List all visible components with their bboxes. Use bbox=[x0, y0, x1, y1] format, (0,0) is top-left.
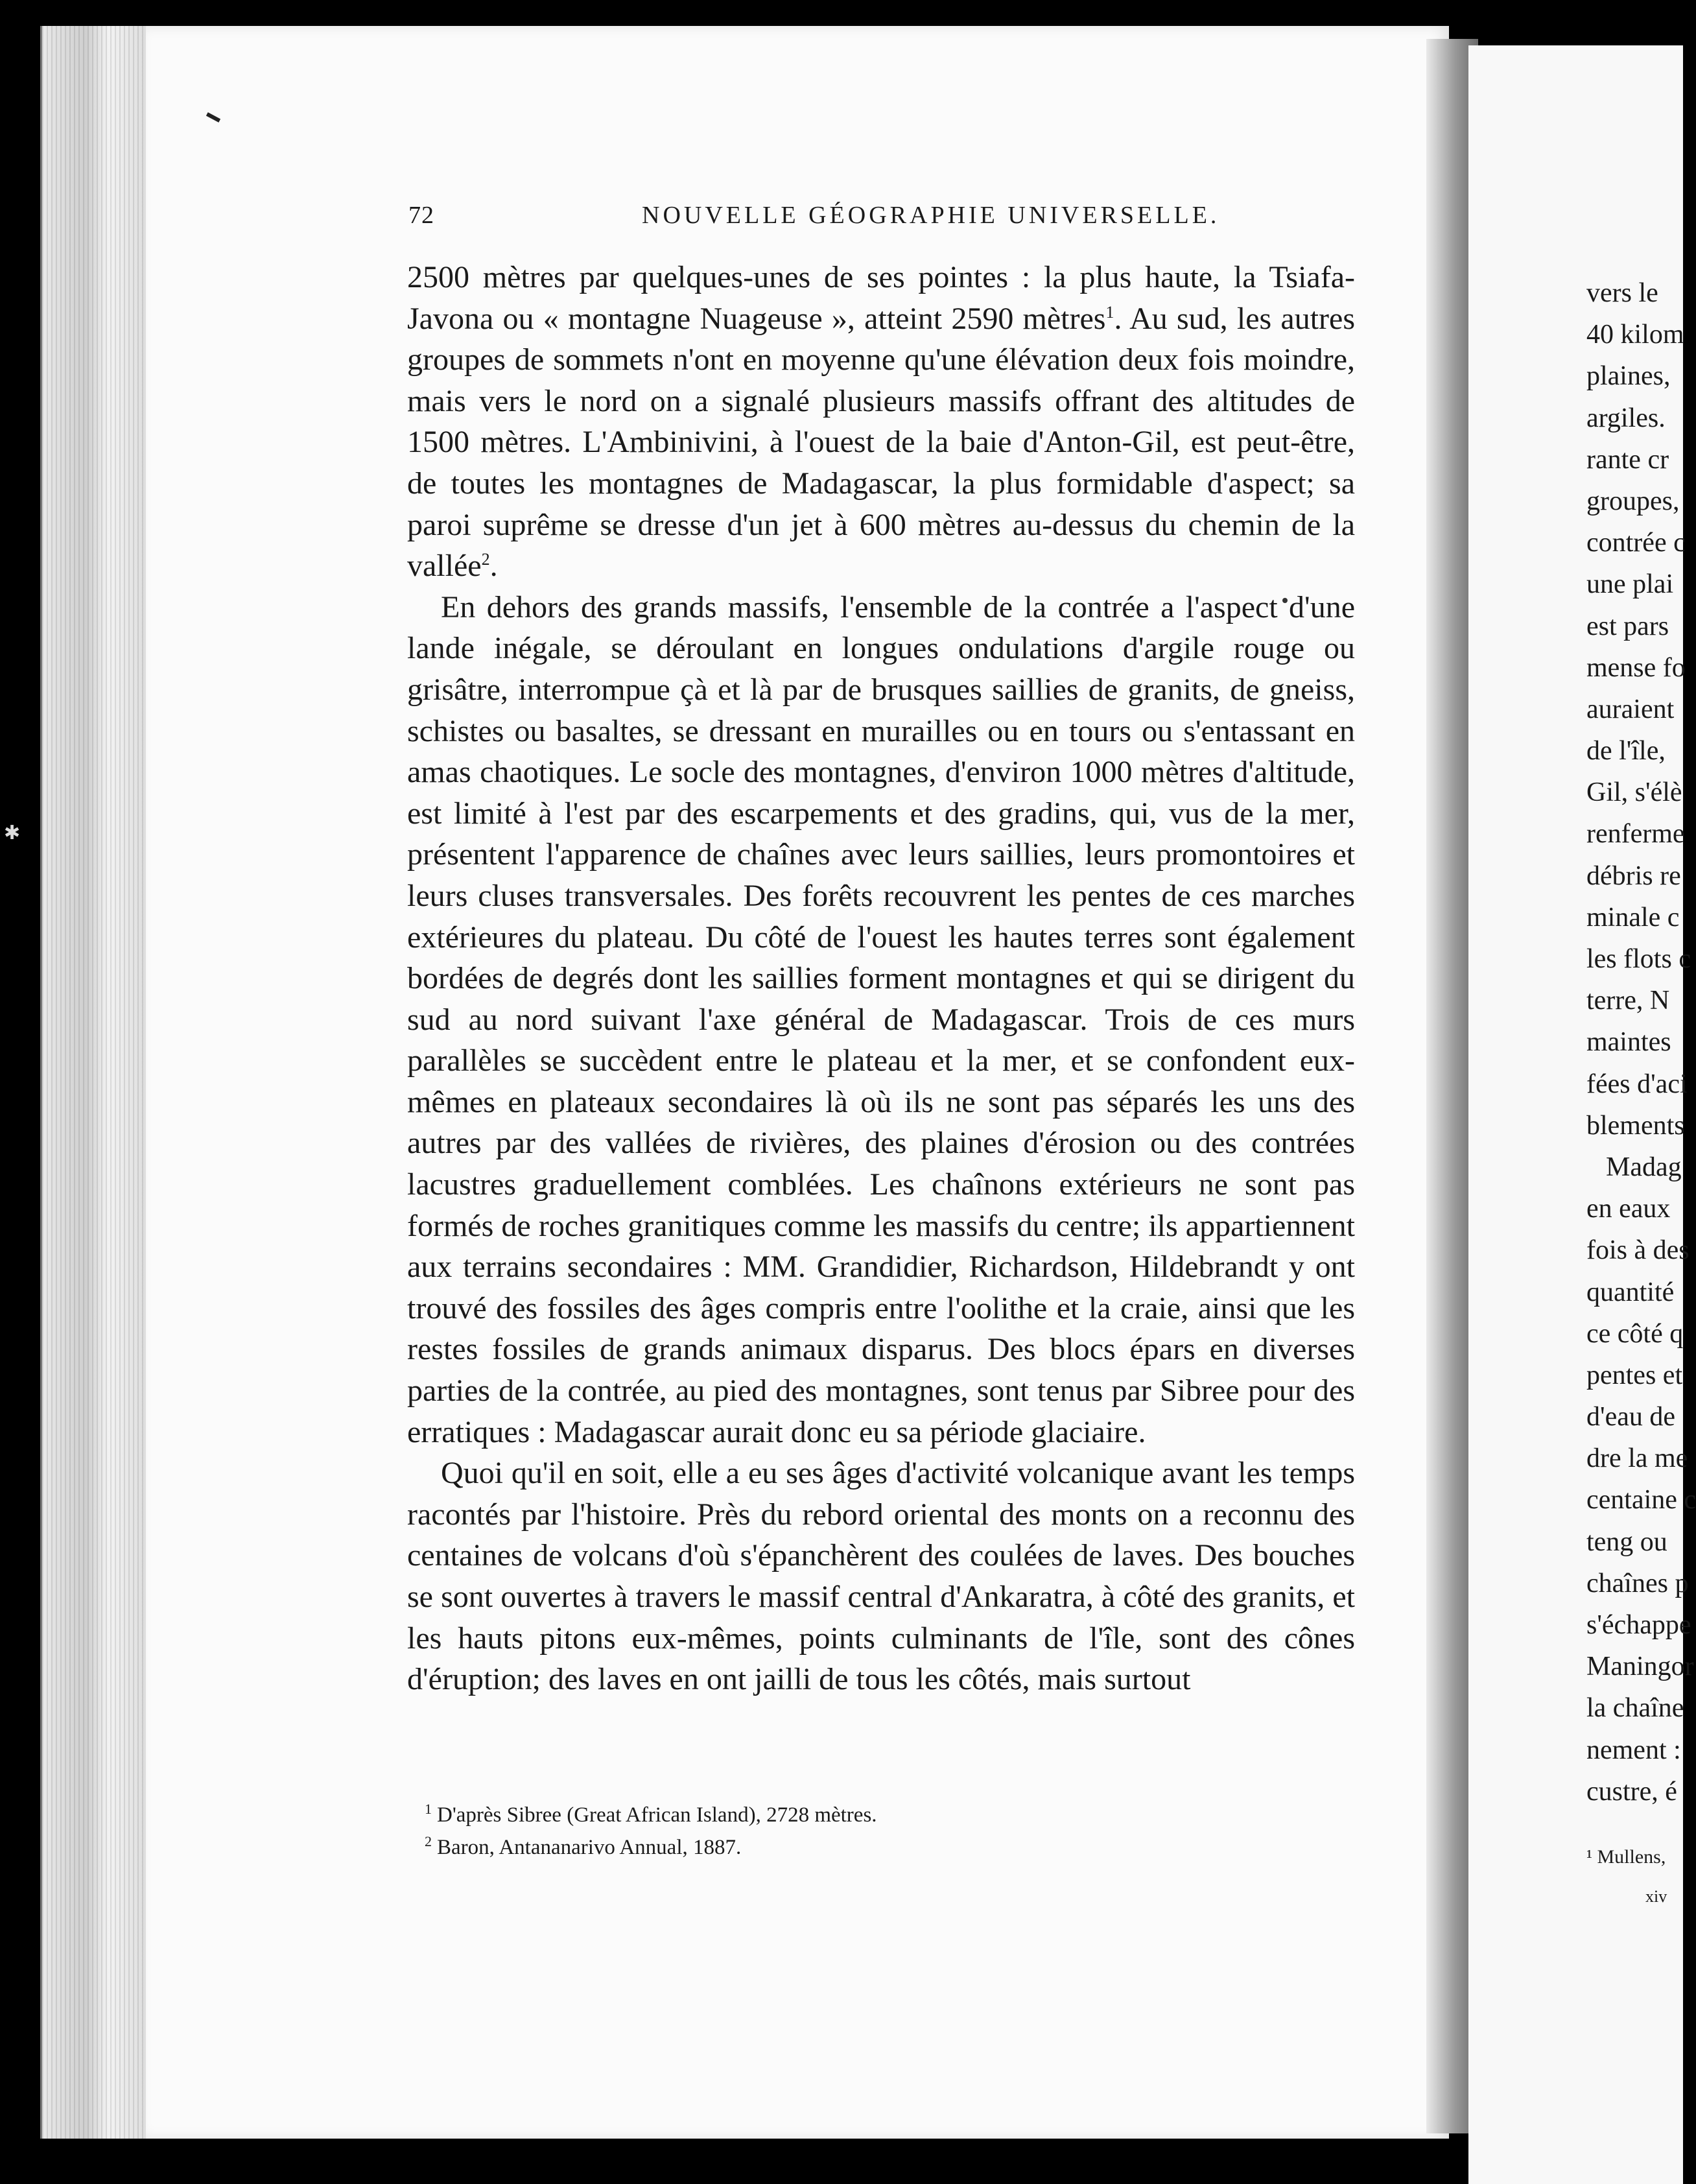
footnote-text: Baron, Antananarivo Annual, 1887. bbox=[437, 1836, 742, 1859]
page-number: 72 bbox=[408, 202, 434, 229]
footnote-ref-2[interactable]: 2 bbox=[481, 550, 490, 569]
main-body-text bbox=[407, 257, 1355, 1700]
right-page-line: pentes et bbox=[1586, 1360, 1683, 1390]
footnote-text: D'après Sibree (Great African Island), 2728 mètres. bbox=[437, 1803, 877, 1827]
right-page-line: nement : bbox=[1586, 1735, 1681, 1765]
right-page-line: auraient bbox=[1586, 694, 1675, 724]
right-page-line: mense fo bbox=[1586, 652, 1686, 683]
right-page-line: minale c bbox=[1586, 902, 1680, 932]
paragraph-2: En dehors des grands massifs, l'ensemble de la contrée a l'aspect d'une lande inégale, se déroulant en longues ondulations d'argile rouge ou grisâtre, interrompue çà et là par de brusques saillies de granits, de gneiss, schistes ou basaltes, se dressant en murailles ou en tours ou s'entassant en amas chaotiques. Le socle des montagnes, d'environ 1000 mètres d'altitude, est limité à l'est par des escarpements et des gradins, qui, vus de la mer, présentent l'apparence de chaînes avec leurs saillies, leurs promontoires et leurs cluses transversales. Des forêts recouvrent les pentes de ces marches extérieures du plateau. Du côté de l'ouest les hautes terres sont également bordées de degrés dont les saillies forment montagnes et qui se dirigent du sud au nord suivant l'axe général de Madagascar. Trois de ces murs parallèles se succèdent entre le plateau et la mer, et se confondent eux-mêmes en plateaux secondaires là où ils ne sont pas séparés les uns des autres par des vallées de rivières, des plaines d'érosion ou des contrées lacustres graduellement comblées. Les chaînons extérieurs ne sont pas formés de roches granitiques comme les massifs du centre; ils appartiennent aux terrains secondaires : MM. Grandidier, Richardson, Hildebrandt y ont trouvé des fossiles des âges compris entre l'oolithe et la craie, ainsi que les restes fossiles de grands animaux disparus. Des blocs épars en diverses parties de la contrée, au pied des montagnes, sont tenus par Sibree pour des erratiques : Madagascar aurait donc eu sa période glaciaire. bbox=[407, 589, 1355, 1449]
right-page-line: est pars bbox=[1586, 611, 1669, 641]
right-page-signature: xiv bbox=[1645, 1887, 1667, 1906]
right-page-line: 40 kilom bbox=[1586, 320, 1684, 350]
right-page-line: les flots c bbox=[1586, 944, 1691, 974]
footnote-mark: 1 bbox=[425, 1801, 432, 1817]
right-page-line: teng ou bbox=[1586, 1526, 1667, 1557]
scan-speckle: ✱ bbox=[4, 822, 21, 844]
right-page-line: en eaux bbox=[1586, 1194, 1671, 1224]
right-page-line: ce côté q bbox=[1586, 1318, 1684, 1349]
right-page-line: de l'île, bbox=[1586, 736, 1666, 766]
right-page-line: vers le bbox=[1586, 278, 1658, 308]
right-page-line: chaînes p bbox=[1586, 1568, 1689, 1598]
right-page-line: centaine c bbox=[1586, 1485, 1696, 1515]
text-segment: 2500 mètres par quelques-unes de ses pointes : la plus haute, la Tsiafa-Javona ou « montagne Nuageuse », atteint 2590 mètres bbox=[407, 260, 1355, 336]
right-page-line: rante cr bbox=[1586, 444, 1669, 475]
right-page-line: blements bbox=[1586, 1110, 1685, 1141]
right-page-line: contrée c bbox=[1586, 528, 1686, 558]
right-page-line: renferme bbox=[1586, 819, 1685, 849]
right-page-line: plaines, bbox=[1586, 361, 1671, 392]
right-page-line: Madag bbox=[1606, 1152, 1682, 1182]
right-page-line: s'échappe bbox=[1586, 1610, 1691, 1640]
right-page-line: Maningor bbox=[1586, 1652, 1694, 1682]
right-page-line: d'eau de bbox=[1586, 1402, 1675, 1432]
footnotes bbox=[425, 1799, 1267, 1864]
right-page-line: débris re bbox=[1586, 861, 1681, 891]
running-title: NOUVELLE GÉOGRAPHIE UNIVERSELLE. bbox=[642, 202, 1220, 229]
right-page-line: groupes, bbox=[1586, 486, 1680, 516]
footnote-2 bbox=[425, 1831, 1267, 1864]
right-page-footnote: ¹ Mullens, bbox=[1586, 1846, 1666, 1868]
right-page-line: argiles. bbox=[1586, 403, 1666, 433]
right-page-line: quantité bbox=[1586, 1277, 1675, 1307]
right-page-line: maintes bbox=[1586, 1027, 1671, 1058]
paragraph-1 bbox=[407, 257, 1355, 587]
right-page-line: dre la me bbox=[1586, 1443, 1688, 1474]
running-head bbox=[408, 201, 1355, 233]
right-page-text-fragment bbox=[1586, 272, 1696, 1812]
footnote-ref-1[interactable]: 1 bbox=[1105, 302, 1114, 322]
right-page-line: custre, é bbox=[1586, 1776, 1677, 1807]
right-page-line: la chaîne bbox=[1586, 1693, 1684, 1724]
right-page-line: une plai bbox=[1586, 569, 1674, 600]
text-segment: . bbox=[489, 549, 498, 584]
right-page-line: fois à des bbox=[1586, 1235, 1690, 1266]
right-page-line: terre, N bbox=[1586, 986, 1670, 1016]
text-segment: . Au sud, les autres groupes de sommets n'ont en moyenne qu'une élévation deux fois moindre, mais vers le nord on a signalé plusieurs massifs offrant des altitudes de 1500 mètres. L'Ambinivini, à l'ouest de la baie d'Anton-Gil, est peut-être, de toutes les montagnes de Madagascar, la plus formidable d'aspect; sa paroi suprême se dresse d'un jet à 600 mètres au-dessus du chemin de la vallée bbox=[407, 301, 1356, 584]
paragraph-3: Quoi qu'il en soit, elle a eu ses âges d'activité volcanique avant les temps racontés par l'histoire. Près du rebord oriental des monts on a reconnu des centaines de volcans d'où s'épanchèrent des coulées de laves. Des bouches se sont ouvertes à travers le massif central d'Ankaratra, à côté des granits, et les hauts pitons eux-mêmes, points culminants de l'île, sont des cônes d'éruption; des laves en ont jailli de tous les côtés, mais surtout bbox=[407, 1456, 1355, 1697]
book-page-edges bbox=[40, 26, 152, 2139]
right-page-line: Gil, s'élè bbox=[1586, 777, 1682, 808]
right-page-line: fées d'aci bbox=[1586, 1069, 1688, 1099]
footnote-mark: 2 bbox=[425, 1833, 432, 1849]
footnote-1 bbox=[425, 1799, 1267, 1831]
